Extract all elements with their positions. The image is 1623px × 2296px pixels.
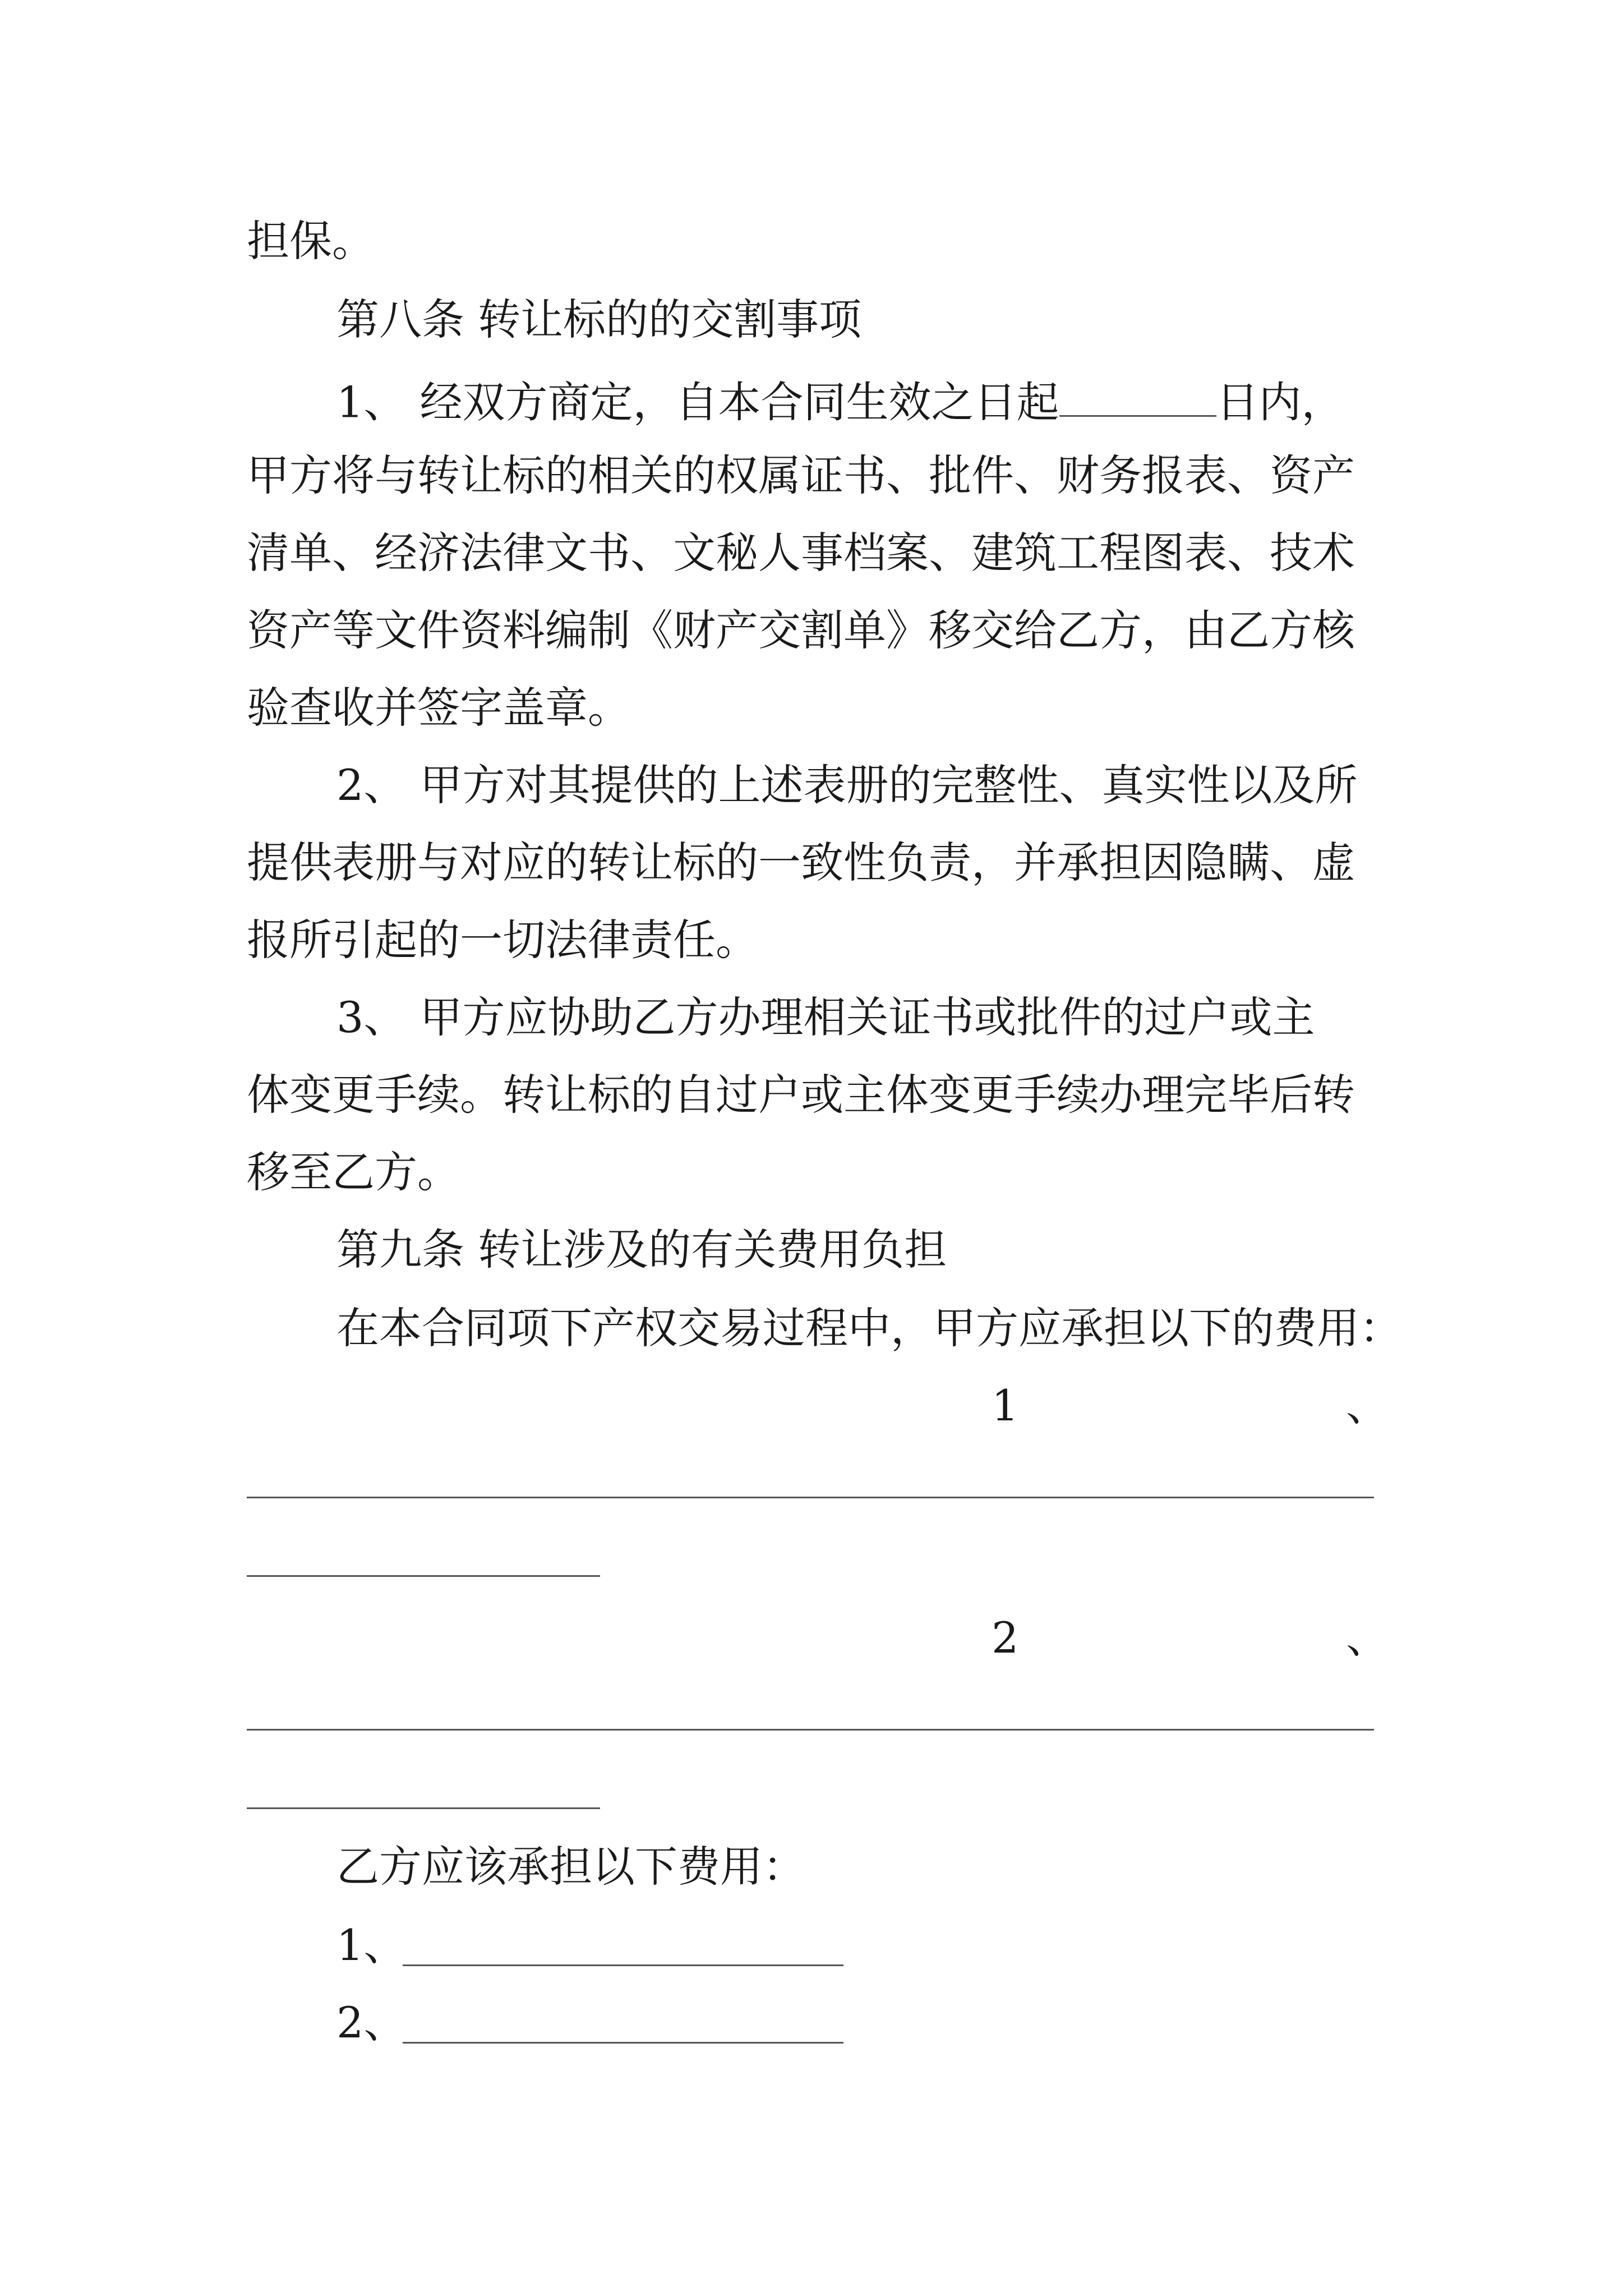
fill-in-blank [403,2042,843,2044]
text-line: 2、 甲方对其提供的上述表册的完整性、真实性以及所 [336,760,1358,810]
fill-in-blank [247,1497,1374,1498]
list-number: 2、 [336,1998,407,2047]
text-line: 报所引起的一切法律责任。 [247,915,758,965]
list-separator: 、 [1346,1381,1389,1430]
fill-in-blank [1059,377,1216,417]
text-line: 提供表册与对应的转让标的一致性负责，并承担因隐瞒、虚 [247,838,1355,887]
fill-in-blank [403,1964,843,1966]
clause-text: 日内， [1216,377,1344,427]
text-line: 验查收并签字盖章。 [247,683,630,733]
text-line: 乙方应该承担以下费用： [336,1842,805,1892]
text-line [336,377,1344,427]
clause-text: 1、 经双方商定，自本合同生效之日起 [336,377,1059,427]
list-number: 2 [992,1613,1019,1663]
list-number: 1、 [336,1920,407,1970]
list-separator: 、 [1346,1613,1389,1663]
text-line: 体变更手续。转让标的自过户或主体变更手续办理完毕后转 [247,1070,1355,1120]
fill-in-blank [247,1729,1374,1731]
fill-in-blank [247,1575,600,1577]
list-number: 1 [992,1381,1019,1430]
text-line: 资产等文件资料编制《财产交割单》移交给乙方，由乙方核 [247,605,1355,655]
text-line: 在本合同项下产权交易过程中，甲方应承担以下的费用： [336,1303,1402,1353]
text-line: 3、 甲方应协助乙方办理相关证书或批件的过户或主 [336,992,1315,1042]
text-line: 移至乙方。 [247,1147,460,1197]
text-line: 清单、经济法律文书、文秘人事档案、建筑工程图表、技术 [247,528,1355,578]
section-heading: 第九条 转让涉及的有关费用负担 [336,1225,947,1274]
section-heading: 第八条 转让标的的交割事项 [336,295,862,344]
text-line: 甲方将与转让标的相关的权属证书、批件、财务报表、资产 [247,450,1355,500]
text-line: 担保。 [247,216,375,266]
fill-in-blank [247,1807,600,1809]
